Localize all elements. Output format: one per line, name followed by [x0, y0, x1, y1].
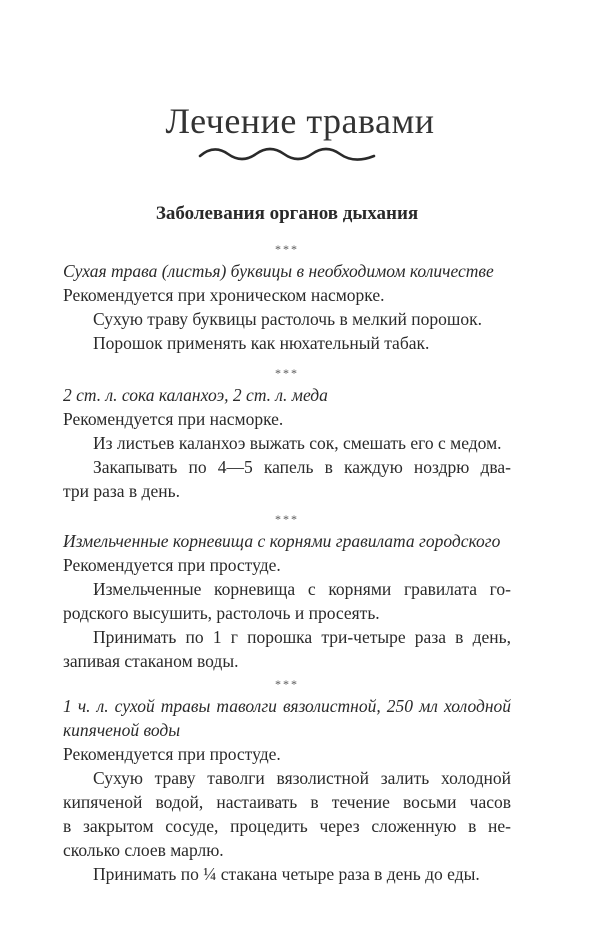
- recipe-instruction: Из листьев каланхоэ выжать сок, смешать его с медом.: [93, 433, 502, 453]
- separator: ***: [275, 677, 299, 691]
- recipe-indication: Рекомендуется при насморке.: [63, 409, 284, 429]
- recipe-ingredients: Сухая трава (листья) буквицы в необходимом количестве: [63, 261, 494, 281]
- recipe-instruction: кипяченой водой, настаивать в течение восьми часов: [63, 792, 511, 812]
- separator: ***: [275, 512, 299, 526]
- wave-ornament-icon: [198, 144, 378, 164]
- chapter-title: Лечение травами: [165, 101, 435, 141]
- recipe-instruction: Закапывать по 4—5 капель в каждую ноздрю два-: [93, 457, 511, 477]
- recipe-instruction: запивая стаканом воды.: [63, 651, 239, 671]
- recipe-ingredients: 1 ч. л. сухой травы таволги вязолистной, 250 мл холодной: [63, 696, 511, 716]
- recipe-indication: Рекомендуется при простуде.: [63, 744, 281, 764]
- separator: ***: [275, 242, 299, 256]
- recipe-instruction: сколько слоев марлю.: [63, 840, 224, 860]
- recipe-instruction: Принимать по 1 г порошка три-четыре раза в день,: [93, 627, 511, 647]
- recipe-indication: Рекомендуется при хроническом насморке.: [63, 285, 385, 305]
- recipe-ingredients: Измельченные корневища с корнями гравилата городского: [63, 531, 501, 551]
- recipe-indication: Рекомендуется при простуде.: [63, 555, 281, 575]
- recipe-ingredients: кипяченой воды: [63, 720, 181, 740]
- recipe-ingredients: 2 ст. л. сока каланхоэ, 2 ст. л. меда: [63, 385, 328, 405]
- recipe-instruction: родского высушить, растолочь и просеять.: [63, 603, 380, 623]
- recipe-instruction: Порошок применять как нюхательный табак.: [93, 333, 430, 353]
- separator: ***: [275, 366, 299, 380]
- recipe-instruction: Сухую траву буквицы растолочь в мелкий порошок.: [93, 309, 482, 329]
- recipe-instruction: Принимать по ¼ стакана четыре раза в день до еды.: [93, 864, 480, 884]
- recipe-instruction: Измельченные корневища с корнями гравилата го-: [93, 579, 511, 599]
- section-heading: Заболевания органов дыхания: [155, 203, 419, 224]
- recipe-instruction: три раза в день.: [63, 481, 180, 501]
- recipe-instruction: Сухую траву таволги вязолистной залить холодной: [93, 768, 511, 788]
- recipe-instruction: в закрытом сосуде, процедить через сложенную в не-: [63, 816, 511, 836]
